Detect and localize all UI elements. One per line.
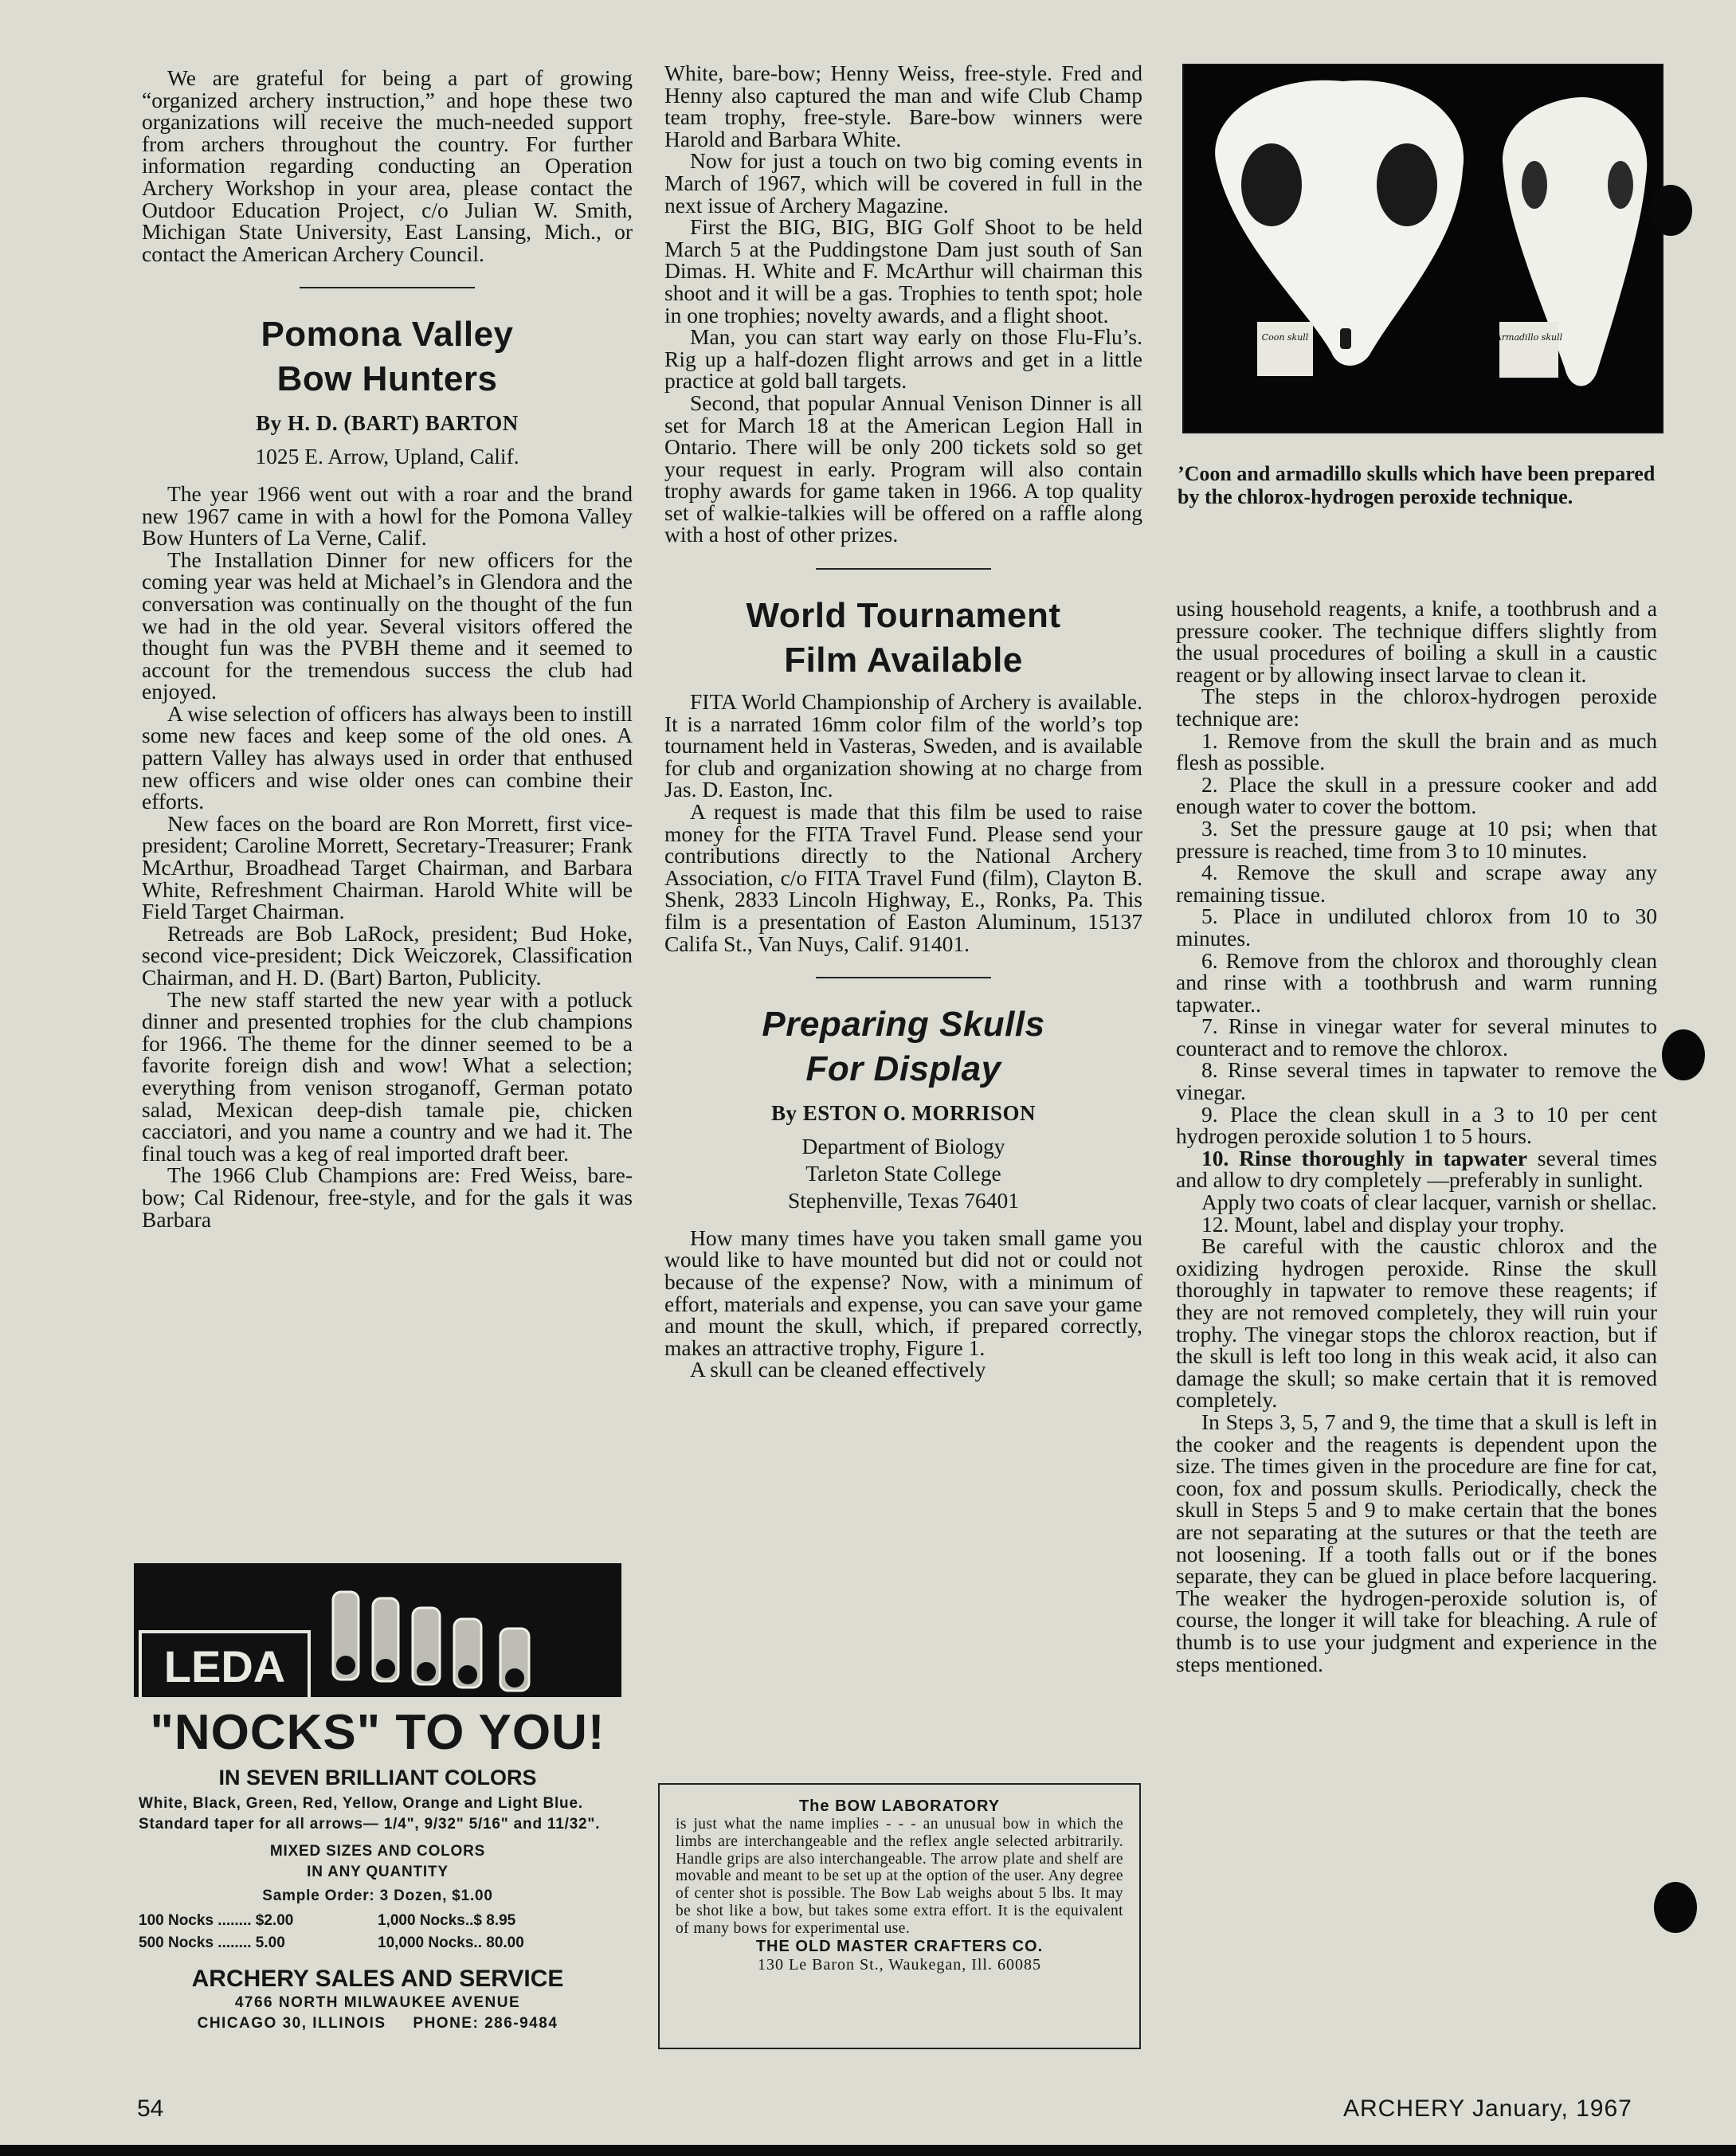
ad-subhead: IN SEVEN BRILLIANT COLORS xyxy=(218,1766,537,1789)
title-line: Pomona Valley xyxy=(261,315,514,355)
bow-laboratory-advertisement xyxy=(658,1783,1141,2049)
paragraph: Man, you can start way early on those Flu-Flu’s. Rig up a half-dozen flight arrows and get in a little practice at gold ball targets. xyxy=(664,324,1142,394)
price-item: 1,000 Nocks..$ 8.95 xyxy=(378,1912,516,1929)
section-divider xyxy=(816,568,991,570)
paragraph: FITA World Championship of Archery is available. It is a narrated 16mm color film of the world’s top tournament held in Vasteras, Sweden, and is available for club and organization showing at no charge from Jas. D. Easton, Inc. xyxy=(664,689,1142,802)
step-item: 3. Set the pressure gauge at 10 psi; when that pressure is reached, time from 3 to 10 minutes. xyxy=(1176,815,1657,863)
price-item: 500 Nocks ........ 5.00 xyxy=(139,1935,285,1951)
running-head: ARCHERY January, 1967 xyxy=(1343,2095,1632,2122)
paragraph: The 1966 Club Champions are: Fred Weiss, bare-bow; Cal Ridenour, free-style, and for the gals it was Barbara xyxy=(142,1162,633,1232)
ad-shop-name: ARCHERY SALES AND SERVICE xyxy=(191,1966,564,1992)
ad-body: is just what the name implies - - - an unusual bow in which the limbs are interchangeable and the reflex angle selected arbitrarily. Handle grips are also interchangeable. The arrow plate and shelf are movable and meant to be set up at the option of the user. Any degree of center shot is possible. The Bow Lab weighs about 5 lbs. It may be shot like a bow, but takes some extra effort. It is the equivalent of many bows for experimental use. xyxy=(676,1816,1123,1937)
paragraph: Be careful with the caustic chlorox and the oxidizing hydrogen peroxide. Rinse the skull thoroughly in tapwater to remove these reagents; if they are not removed completely, they will ruin your trophy. The vinegar stops the chlorox reaction, but if the skull is left too long in this weak acid, it also can damage the skull; so make certain that it is removed completely. xyxy=(1176,1233,1657,1413)
paragraph: Second, that popular Annual Venison Dinner is all set for March 18 at the American Legion Hall in Ontario. There will be only 200 tickets sold so get your request in early. Program will also contain trophy awards for game taken in 1966. A top quality set of walkie-talkies will be offered on a raffle along with a host of other prizes. xyxy=(664,390,1142,547)
article-title-preparing-skulls xyxy=(664,1002,1142,1092)
binder-hole xyxy=(1662,1029,1705,1080)
step-rest: several times and allow to dry completely —preferably in sunlight. xyxy=(1176,1145,1657,1193)
ad-colors: White, Black, Green, Red, Yellow, Orange and Light Blue. Standard taper for all arrows— 1/4", 9/32" 5/16" and 11/32". xyxy=(139,1795,601,1833)
step-item: 4. Remove the skull and scrape away any remaining tissue. xyxy=(1176,860,1657,907)
price-item: 10,000 Nocks.. 80.00 xyxy=(378,1935,524,1951)
ad-street: 4766 NORTH MILWAUKEE AVENUE xyxy=(234,1994,521,2011)
ad-sample-order: Sample Order: 3 Dozen, $1.00 xyxy=(262,1887,493,1904)
step-item: 9. Place the clean skull in a 3 to 10 per cent hydrogen peroxide solution 1 to 5 hours. xyxy=(1176,1101,1657,1149)
step-item: 6. Remove from the chlorox and thoroughly clean and rinse with a toothbrush and warm running tapwater.. xyxy=(1176,947,1657,1017)
ad-city-phone: CHICAGO 30, ILLINOIS PHONE: 286-9484 xyxy=(197,2015,558,2032)
paragraph: How many times have you taken small game you would like to have mounted but did not or could not because of the expense? Now, with a minimum of effort, materials and expense, you can save your game and mount the skull, which, if prepared correctly, makes an attractive trophy, Figure 1. xyxy=(664,1225,1142,1360)
photo-caption: ’Coon and armadillo skulls which have been prepared by the chlorox-hydrogen peroxide technique. xyxy=(1178,462,1656,508)
page-number: 54 xyxy=(137,2095,164,2122)
title-line: For Display xyxy=(805,1049,1001,1089)
paragraph: The new staff started the new year with a potluck dinner and presented trophies for the club champions for 1966. The theme for the dinner seemed to be a favorite foreign dish and wow! What a selection; everything from venison stroganoff, German potato salad, Mexican deep-dish tamale pie, chicken cacciatori, and you name a country and we had it. The final touch was a keg of real imported draft beer. xyxy=(142,986,633,1166)
column-left xyxy=(142,67,633,1230)
ad-title: The BOW LABORATORY xyxy=(798,1797,1001,1815)
ad-mixed: IN ANY QUANTITY xyxy=(307,1864,449,1880)
ad-company: THE OLD MASTER CRAFTERS CO. xyxy=(755,1937,1044,1955)
step-item: 2. Place the skull in a pressure cooker and add enough water to cover the bottom. xyxy=(1176,771,1657,819)
paragraph: New faces on the board are Ron Morrett, first vice-president; Caroline Morrett, Secretary-Treasurer; Frank McArthur, Broadhead Target Chairman, and Barbara White, Refreshment Chairman. Harold White will be Field Target Chairman. xyxy=(142,810,633,924)
skull-illustration xyxy=(1184,65,1662,432)
ad-address: 130 Le Baron St., Waukegan, Ill. 60085 xyxy=(758,1955,1041,1974)
step-item xyxy=(1176,1147,1657,1191)
leda-logo: LEDA xyxy=(139,1630,311,1697)
step-bold: 10. Rinse thoroughly in tapwater xyxy=(1201,1145,1527,1170)
paragraph: First the BIG, BIG, BIG Golf Shoot to be held March 5 at the Puddingstone Dam just south of San Dimas. H. White and F. McArthur will chairman this shoot and it will be a gas. Trophies to tenth spot; hole in one trophies; novelty awards, and a flight shoot. xyxy=(664,214,1142,327)
ad-price-list xyxy=(134,1907,621,1954)
byline: By ESTON O. MORRISON xyxy=(770,1101,1037,1126)
article-title-pomona xyxy=(142,312,633,402)
specimen-label-right: Armadillo skull xyxy=(1495,332,1563,343)
ad-headline: "NOCKS" TO YOU! xyxy=(150,1705,605,1760)
article-title-world-tournament xyxy=(664,594,1142,683)
byline: By H. D. (BART) BARTON xyxy=(256,411,519,436)
intro-paragraph: We are grateful for being a part of growing “organized archery instruction,” and hope these two organizations will receive the much-needed support from archers throughout the country. For further information regarding conducting an Operation Archery Workshop in your area, please contact the Outdoor Education Project, c/o Julian W. Smith, Michigan State University, East Lansing, Mich., or contact the American Archery Council. xyxy=(142,65,633,266)
step-item: 1. Remove from the skull the brain and as much flesh as possible. xyxy=(1176,727,1657,775)
title-line: World Tournament xyxy=(746,596,1061,636)
column-middle xyxy=(664,62,1142,1381)
affiliation-line: Stephenville, Texas 76401 xyxy=(787,1187,1020,1213)
paragraph: using household reagents, a knife, a toothbrush and a pressure cooker. The technique differs slightly from the usual procedures of boiling a skull in a caustic reagent or by allowing insect larvae to clean it. xyxy=(1176,596,1657,687)
paragraph: In Steps 3, 5, 7 and 9, the time that a skull is left in the cooker and the reagents is dependent upon the size. The times given in the procedure are fine for cat, coon, fox and possum skulls. Periodically, check the skull in Steps 5 and 9 to make certain that the bones are not separating at the sutures or that the teeth are not loosening. If a tooth falls out or if the bones separate, they can be glued in place before lacquering. The weaker the hydrogen-peroxide solution is, of course, the longer it will take for bleaching. A rule of thumb is to use your judgment and experience in the steps mentioned. xyxy=(1176,1409,1657,1676)
title-line: Film Available xyxy=(784,641,1023,680)
skulls-photo xyxy=(1182,64,1664,433)
ad-mixed: MIXED SIZES AND COLORS xyxy=(269,1843,486,1860)
paragraph: Apply two coats of clear lacquer, varnish or shellac. xyxy=(1201,1190,1657,1215)
paragraph: The steps in the chlorox-hydrogen peroxide technique are: xyxy=(1176,684,1657,731)
section-divider xyxy=(300,287,475,288)
page-edge xyxy=(0,2145,1736,2156)
paragraph: Now for just a touch on two big coming events in March of 1967, which will be covered in full in the next issue of Archery Magazine. xyxy=(664,148,1142,218)
paragraph: Retreads are Bob LaRock, president; Bud Hoke, second vice-president; Dick Weiczorek, Classification Chairman, and H. D. (Bart) Barton, Publicity. xyxy=(142,920,633,990)
section-divider xyxy=(816,977,991,978)
specimen-label-left: Coon skull xyxy=(1261,332,1309,343)
leda-nocks-advertisement xyxy=(134,1563,621,2034)
paragraph: A request is made that this film be used to raise money for the FITA Travel Fund. Please send your contributions directly to the National Archery Association, c/o FITA Travel Fund (film), Clayton B. Shenk, 2833 Lincoln Highway, E., Ronks, Pa. This film is a presentation of Easton Aluminum, 15137 Califa St., Van Nuys, Calif. 91401. xyxy=(664,799,1142,956)
ad-banner xyxy=(134,1563,621,1697)
author-address: 1025 E. Arrow, Upland, Calif. xyxy=(255,443,519,468)
affiliation-line: Tarleton State College xyxy=(805,1160,1001,1186)
step-item: 7. Rinse in vinegar water for several minutes to counteract and to remove the chlorox. xyxy=(1176,1013,1657,1060)
title-line: Preparing Skulls xyxy=(762,1005,1045,1045)
author-affiliation xyxy=(664,1133,1142,1214)
title-line: Bow Hunters xyxy=(276,359,498,399)
paragraph: The year 1966 went out with a roar and the brand new 1967 came in with a howl for the Pomona Valley Bow Hunters of La Verne, Calif. xyxy=(142,480,633,551)
step-item: 12. Mount, label and display your trophy. xyxy=(1201,1211,1565,1237)
step-item: 5. Place in undiluted chlorox from 10 to 30 minutes. xyxy=(1176,904,1657,951)
binder-hole xyxy=(1654,1882,1697,1933)
column-right xyxy=(1176,598,1657,1675)
paragraph: A skull can be cleaned effectively xyxy=(690,1357,986,1382)
paragraph: White, bare-bow; Henny Weiss, free-style. Fred and Henny also captured the man and wife Club Champ team trophy, free-style. Bare-bow winners were Harold and Barbara White. xyxy=(664,61,1142,151)
step-item: 8. Rinse several times in tapwater to remove the vinegar. xyxy=(1176,1057,1657,1105)
price-item: 100 Nocks ........ $2.00 xyxy=(139,1912,294,1929)
paragraph: A wise selection of officers has always been to instill some new faces and keep some of the old ones. A pattern Valley has always used in order that enthused new officers and wise older ones can combine their efforts. xyxy=(142,700,633,814)
binder-hole xyxy=(1649,185,1692,236)
paragraph: The Installation Dinner for new officers for the coming year was held at Michael’s in Glendora and the conversation was continually on the thought of the fun we had in the old year. Several visitors offered the thought fun was the PVBH theme and it seemed to account for the tremendous success the club had enjoyed. xyxy=(142,547,633,704)
affiliation-line: Department of Biology xyxy=(801,1133,1005,1158)
